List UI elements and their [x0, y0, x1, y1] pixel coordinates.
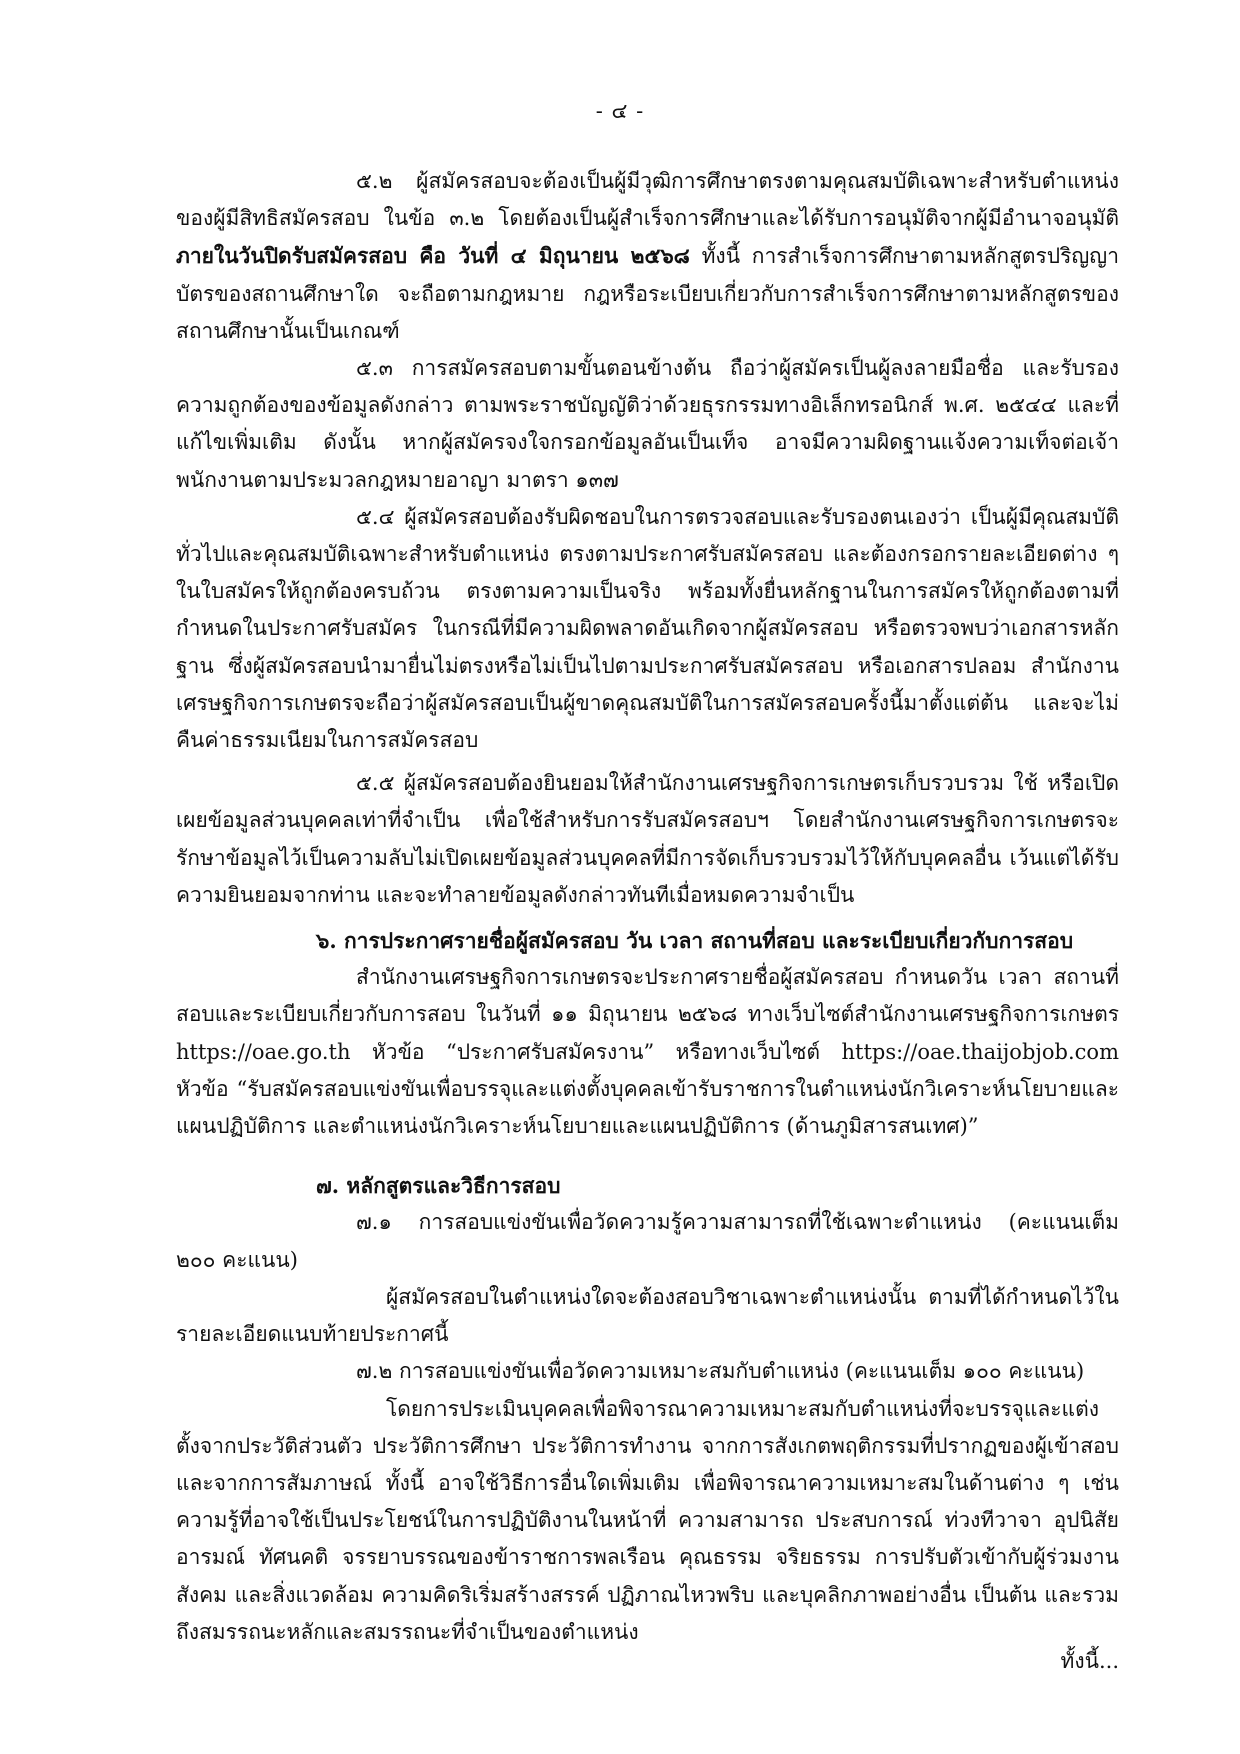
continuation-mark: ทั้งนี้...	[1060, 1649, 1119, 1673]
paragraph-5-2	[176, 163, 1119, 350]
application-deadline-text: ภายในวันปิดรับสมัครสอบ คือ วันที่ ๔ มิถุนายน ๒๕๖๘	[176, 243, 690, 269]
paragraph-5-3: ๕.๓ การสมัครสอบตามขั้นตอนข้างต้น ถือว่าผู้สมัครเป็นผู้ลงลายมือชื่อ และรับรองความถูกต้องของข้อมูลดังกล่าว ตามพระราชบัญญัติว่าด้วยธุรกรรมทางอิเล็กทรอนิกส์ พ.ศ. ๒๕๔๔ และที่แก้ไขเพิ่มเติม ดังนั้น หากผู้สมัครจงใจกรอกข้อมูลอันเป็นเท็จ อาจมีความผิดฐานแจ้งความเท็จต่อเจ้าพนักงานตามประมวลกฎหมายอาญา มาตรา ๑๓๗	[176, 356, 1119, 492]
paragraph-5-4: ๕.๔ ผู้สมัครสอบต้องรับผิดชอบในการตรวจสอบและรับรองตนเองว่า เป็นผู้มีคุณสมบัติทั่วไปและคุณสมบัติเฉพาะสำหรับตำแหน่ง ตรงตามประกาศรับสมัครสอบ และต้องกรอกรายละเอียดต่าง ๆ ในใบสมัครให้ถูกต้องครบถ้วน ตรงตามความเป็นจริง พร้อมทั้งยื่นหลักฐานในการสมัครให้ถูกต้องตามที่กำหนดในประกาศรับสมัคร ในกรณีที่มีความผิดพลาดอันเกิดจากผู้สมัครสอบ หรือตรวจพบว่าเอกสารหลักฐาน ซึ่งผู้สมัครสอบนำมายื่นไม่ตรงหรือไม่เป็นไปตามประกาศรับสมัครสอบ หรือเอกสารปลอม สำนักงานเศรษฐกิจการเกษตรจะถือว่าผู้สมัครสอบเป็นผู้ขาดคุณสมบัติในการสมัครสอบครั้งนี้มาตั้งแต่ต้น และจะไม่คืนค่าธรรมเนียมในการสมัครสอบ	[176, 504, 1119, 753]
item-7-1-body: ผู้สมัครสอบในตำแหน่งใดจะต้องสอบวิชาเฉพาะตำแหน่งนั้น ตามที่ได้กำหนดไว้ในรายละเอียดแนบท้ายประกาศนี้	[176, 1284, 1119, 1347]
page-number: - ๔ -	[595, 99, 645, 123]
document-body	[176, 163, 1119, 1651]
heading-section-6: ๖. การประกาศรายชื่อผู้สมัครสอบ วัน เวลา สถานที่สอบ และระเบียบเกี่ยวกับการสอบ	[316, 928, 1074, 954]
item-7-2-body: โดยการประเมินบุคคลเพื่อพิจารณาความเหมาะสมกับตำแหน่งที่จะบรรจุและแต่งตั้งจากประวัติส่วนตัว ประวัติการศึกษา ประวัติการทำงาน จากการสังเกตพฤติกรรมที่ปรากฏของผู้เข้าสอบและจากการสัมภาษณ์ ทั้งนี้ อาจใช้วิธีการอื่นใดเพิ่มเติม เพื่อพิจารณาความเหมาะสมในด้านต่าง ๆ เช่น ความรู้ที่อาจใช้เป็นประโยชน์ในการปฏิบัติงานในหน้าที่ ความสามารถ ประสบการณ์ ท่วงทีวาจา อุปนิสัย อารมณ์ ทัศนคติ จรรยาบรรณของข้าราชการพลเรือน คุณธรรม จริยธรรม การปรับตัวเข้ากับผู้ร่วมงาน สังคม และสิ่งแวดล้อม ความคิดริเริ่มสร้างสรรค์ ปฏิภาณไหวพริบ และบุคลิกภาพอย่างอื่น เป็นต้น และรวมถึงสมรรถนะหลักและสมรรถนะที่จำเป็นของตำแหน่ง	[176, 1396, 1119, 1644]
item-7-2-title: ๗.๒ การสอบแข่งขันเพื่อวัดความเหมาะสมกับตำแหน่ง (คะแนนเต็ม ๑๐๐ คะแนน)	[356, 1359, 1085, 1384]
paragraph-5-5: ๕.๕ ผู้สมัครสอบต้องยินยอมให้สำนักงานเศรษฐกิจการเกษตรเก็บรวบรวม ใช้ หรือเปิดเผยข้อมูลส่วนบุคคลเท่าที่จำเป็น เพื่อใช้สำหรับการรับสมัครสอบฯ โดยสำนักงานเศรษฐกิจการเกษตรจะรักษาข้อมูลไว้เป็นความลับไม่เปิดเผยข้อมูลส่วนบุคคลที่มีการจัดเก็บรวบรวมไว้ให้กับบุคคลอื่น เว้นแต่ได้รับความยินยอมจากท่าน และจะทำลายข้อมูลดังกล่าวทันทีเมื่อหมดความจำเป็น	[176, 771, 1119, 907]
paragraph-6: สำนักงานเศรษฐกิจการเกษตรจะประกาศรายชื่อผู้สมัครสอบ กำหนดวัน เวลา สถานที่สอบและระเบียบเกี่ยวกับการสอบ ในวันที่ ๑๑ มิถุนายน ๒๕๖๘ ทางเว็บไซต์สำนักงานเศรษฐกิจการเกษตร https://oae.go.th หัวข้อ “ประกาศรับสมัครงาน” หรือทางเว็บไซต์ https://oae.thaijobjob.com หัวข้อ “รับสมัครสอบแข่งขันเพื่อบรรจุและแต่งตั้งบุคคลเข้ารับราชการในตำแหน่งนักวิเคราะห์นโยบายและแผนปฏิบัติการ และตำแหน่งนักวิเคราะห์นโยบายและแผนปฏิบัติการ (ด้านภูมิสารสนเทศ)”	[176, 965, 1119, 1139]
paragraph-5-2-text-after: ทั้งนี้ การสำเร็จการศึกษาตามหลักสูตรปริญญาบัตรของสถานศึกษาใด จะถือตามกฎหมาย กฎหรือระเบียบเกี่ยวกับการสำเร็จการศึกษาตามหลักสูตรของสถานศึกษานั้นเป็นเกณฑ์	[176, 244, 1119, 343]
item-7-1-title: ๗.๑ การสอบแข่งขันเพื่อวัดความรู้ความสามารถที่ใช้เฉพาะตำแหน่ง (คะแนนเต็ม ๒๐๐ คะแนน)	[176, 1210, 1119, 1272]
paragraph-5-2-text-before: ๕.๒ ผู้สมัครสอบจะต้องเป็นผู้มีวุฒิการศึกษาตรงตามคุณสมบัติเฉพาะสำหรับตำแหน่งของผู้มีสิทธิสมัครสอบ ในข้อ ๓.๒ โดยต้องเป็นผู้สำเร็จการศึกษาและได้รับการอนุมัติจากผู้มีอำนาจอนุมัติ	[176, 169, 1119, 231]
heading-section-7: ๗. หลักสูตรและวิธีการสอบ	[316, 1173, 561, 1199]
